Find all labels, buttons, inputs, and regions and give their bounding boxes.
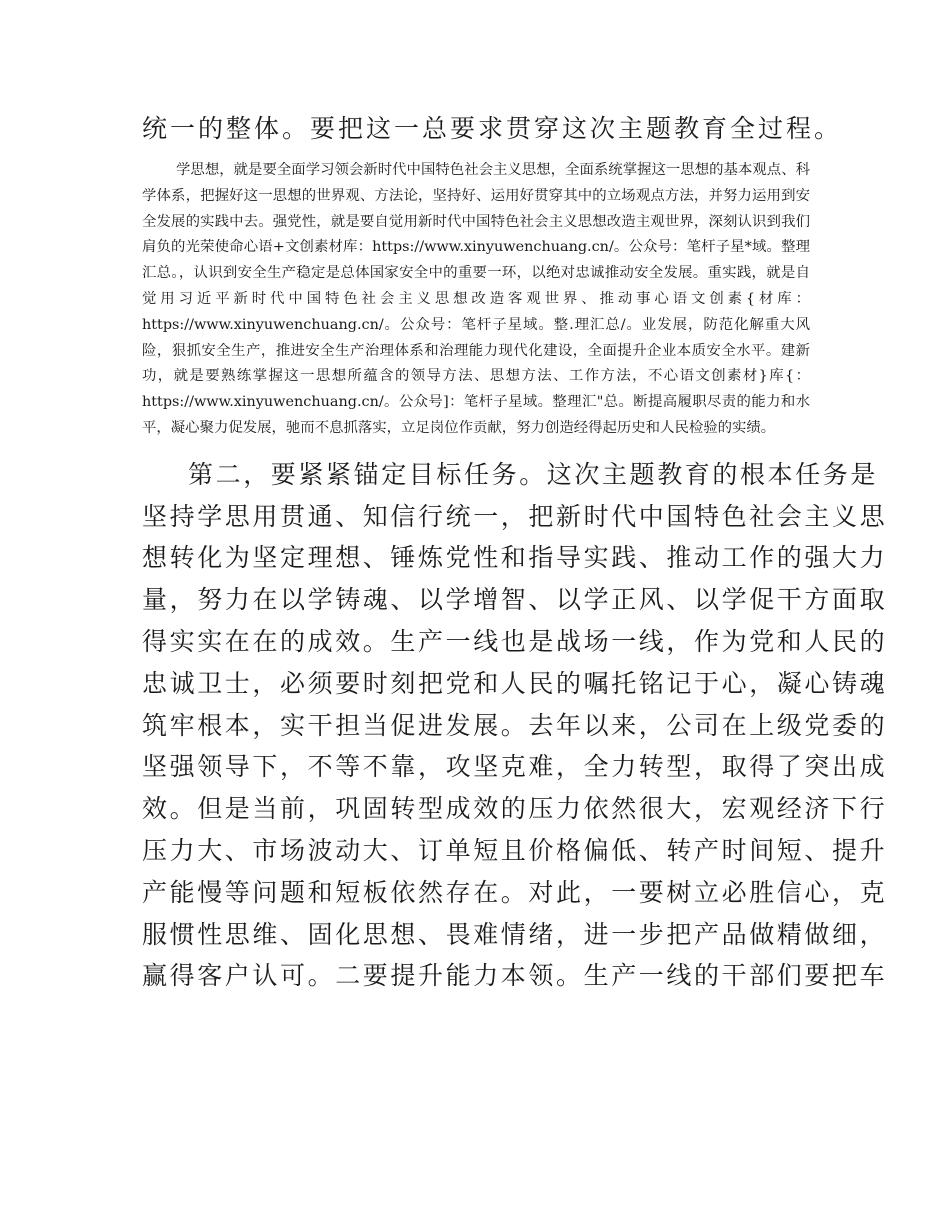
paragraph-line: 筑牢根本，实干担当促进发展。去年以来，公司在上级党委的 bbox=[142, 710, 888, 740]
paragraph-line: 坚强领导下，不等不靠，攻坚克难，全力转型，取得了突出成 bbox=[142, 752, 888, 782]
paragraph-line: 压力大、市场波动大、订单短且价格偏低、转产时间短、提升 bbox=[142, 835, 888, 865]
continued-line: 统一的整体。要把这一总要求贯穿这次主题教育全过程。 bbox=[142, 114, 843, 143]
paragraph-line: 忠诚卫士，必须要时刻把党和人民的嘱托铭记于心，凝心铸魂 bbox=[142, 668, 888, 698]
paragraph-line: 坚持学思用贯通、知信行统一，把新时代中国特色社会主义思 bbox=[142, 501, 888, 531]
paragraph-line: 得实实在在的成效。生产一线也是战场一线，作为党和人民的 bbox=[142, 626, 888, 656]
paragraph-line: 效。但是当前，巩固转型成效的压力依然很大，宏观经济下行 bbox=[142, 794, 888, 824]
document-page bbox=[142, 108, 888, 997]
main-paragraph bbox=[142, 454, 888, 997]
small-paragraph bbox=[142, 158, 810, 442]
paragraph-line: 产能慢等问题和短板依然存在。对此，一要树立必胜信心，克 bbox=[142, 877, 888, 907]
paragraph-line: 想转化为坚定理想、锤炼党性和指导实践、推动工作的强大力 bbox=[142, 543, 888, 573]
paragraph-line: 赢得客户认可。二要提升能力本领。生产一线的干部们要把车 bbox=[142, 961, 888, 991]
paragraph-line: 服惯性思维、固化思想、畏难情绪，进一步把产品做精做细， bbox=[142, 919, 888, 949]
paragraph-line: 量，努力在以学铸魂、以学增智、以学正风、以学促干方面取 bbox=[142, 585, 888, 615]
paragraph-line: 第二，要紧紧锚定目标任务。这次主题教育的根本任务是 bbox=[188, 459, 879, 489]
small-paragraph-text: 学思想，就是要全面学习领会新时代中国特色社会主义思想，全面系统掌握这一思想的基本观点、科学体系，把握好这一思想的世界观、方法论，坚持好、运用好贯穿其中的立场观点方法，并努力运用到安全发展的实践中去。强党性，就是要自觉用新时代中国特色社会主义思想改造主观世界，深刻认识到我们肩负的光荣使命心语+文创素材库：https://www.xinyuwenchuang.cn/。公众号：笔杆子星*域。整理汇总。，认识到安全生产稳定是总体国家安全中的重要一环，以绝对忠诚推动安全发展。重实践，就是自觉用习近平新时代中国特色社会主义思想改造客观世界、推动事心语文创素{材库：https://www.xinyuwenchuang.cn/。公众号：笔杆子星域。整.理汇总/。业发展，防范化解重大风险，狠抓安全生产，推进安全生产治理体系和治理能力现代化建设，全面提升企业本质安全水平。建新功，就是要熟练掌握这一思想所蕴含的领导方法、思想方法、工作方法，不心语文创素材}库{：https://www.xinyuwenchuang.cn/。公众号]：笔杆子星域。整理汇"总。断提高履职尽责的能力和水平，凝心聚力促发展，驰而不息抓落实，立足岗位作贡献，努力创造经得起历史和人民检验的实绩。 bbox=[142, 162, 810, 436]
